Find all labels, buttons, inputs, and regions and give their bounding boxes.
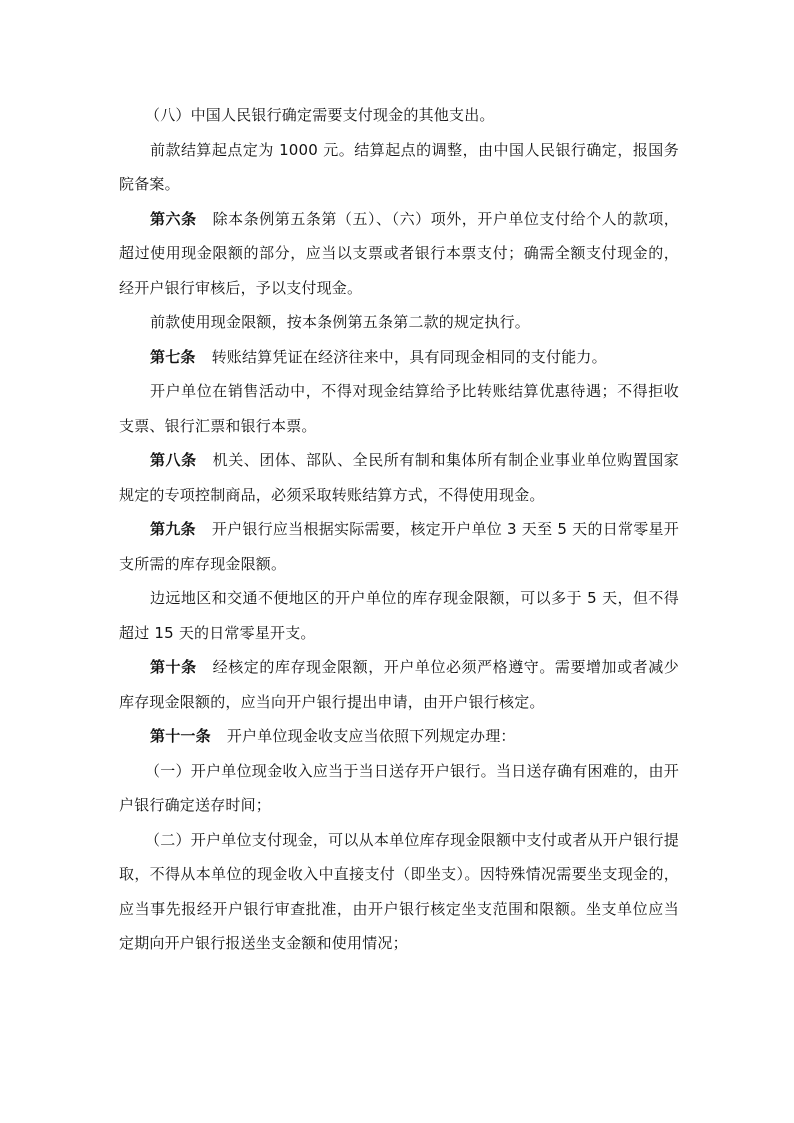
paragraph-text: 机关、团体、部队、全民所有制和集体所有制企业事业单位购置国家规定的专项控制商品，必须采取转账结算方式，不得使用现金。 bbox=[119, 451, 679, 504]
paragraph bbox=[119, 581, 679, 650]
paragraph-text: 经核定的库存现金限额，开户单位必须严格遵守。需要增加或者减少库存现金限额的，应当向开户银行提出申请，由开户银行核定。 bbox=[119, 658, 679, 711]
paragraph-text: 前款结算起点定为 1000 元。结算起点的调整，由中国人民银行确定，报国务院备案。 bbox=[119, 140, 679, 193]
article-paragraph bbox=[119, 512, 679, 581]
paragraph-text: 开户单位在销售活动中，不得对现金结算给予比转账结算优惠待遇；不得拒收支票、银行汇票和银行本票。 bbox=[119, 382, 679, 435]
paragraph bbox=[119, 823, 679, 961]
article-paragraph bbox=[119, 650, 679, 719]
paragraph-text: 开户银行应当根据实际需要，核定开户单位 3 天至 5 天的日常零星开支所需的库存现金限额。 bbox=[119, 520, 679, 573]
article-heading: 第七条 bbox=[150, 347, 196, 366]
paragraph bbox=[119, 754, 679, 823]
paragraph bbox=[119, 305, 679, 340]
paragraph-text: （二）开户单位支付现金，可以从本单位库存现金限额中支付或者从开户银行提取，不得从本单位的现金收入中直接支付（即坐支）。因特殊情况需要坐支现金的，应当事先报经开户银行审查批准，由开户银行核定坐支范围和限额。坐支单位应当定期向开户银行报送坐支金额和使用情况； bbox=[119, 830, 679, 952]
paragraph bbox=[119, 133, 679, 202]
article-heading: 第九条 bbox=[150, 520, 196, 538]
article-heading: 第六条 bbox=[150, 209, 197, 228]
paragraph-text: 边远地区和交通不便地区的开户单位的库存现金限额，可以多于 5 天，但不得超过 15 天的日常零星开支。 bbox=[119, 589, 679, 642]
paragraph-text: 除本条例第五条第（五）、（六）项外，开户单位支付给个人的款项，超过使用现金限额的部分，应当以支票或者银行本票支付；确需全额支付现金的，经开户银行审核后，予以支付现金。 bbox=[119, 209, 679, 297]
paragraph-text: （一）开户单位现金收入应当于当日送存开户银行。当日送存确有困难的，由开户银行确定送存时间； bbox=[119, 761, 679, 814]
document-body bbox=[119, 98, 679, 961]
paragraph bbox=[119, 374, 679, 443]
article-paragraph bbox=[119, 719, 679, 754]
article-heading: 第八条 bbox=[150, 451, 197, 469]
paragraph-text: 开户单位现金收支应当依照下列规定办理： bbox=[226, 727, 516, 745]
paragraph-text: 转账结算凭证在经济往来中，具有同现金相同的支付能力。 bbox=[211, 347, 607, 366]
article-paragraph bbox=[119, 340, 679, 375]
article-heading: 第十一条 bbox=[150, 727, 211, 745]
article-paragraph bbox=[119, 443, 679, 512]
article-paragraph bbox=[119, 202, 679, 306]
paragraph bbox=[119, 98, 679, 133]
paragraph-text: （八）中国人民银行确定需要支付现金的其他支出。 bbox=[145, 106, 495, 124]
article-heading: 第十条 bbox=[150, 658, 197, 676]
paragraph-text: 前款使用现金限额，按本条例第五条第二款的规定执行。 bbox=[150, 313, 531, 331]
